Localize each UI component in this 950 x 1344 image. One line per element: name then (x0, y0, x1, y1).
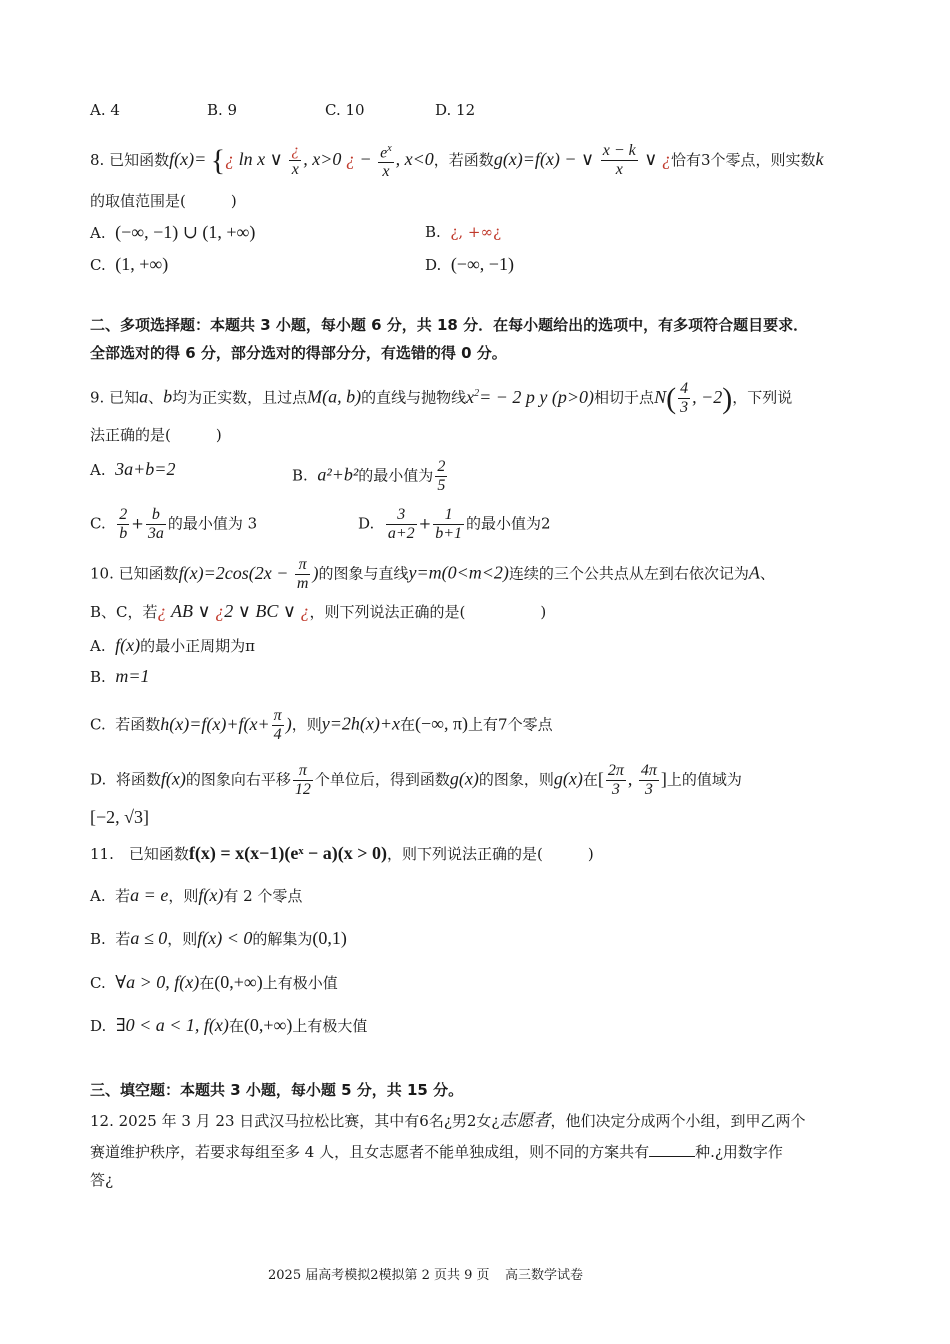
q9-opt-a-value: 3a+b=2 (115, 459, 176, 479)
q12-line1 (90, 1110, 805, 1132)
q11-suffix: ，则下列说法正确的是( ) (386, 845, 594, 863)
q10-opt-d-t2: 个单位后，得到函数 (314, 770, 450, 789)
q9-opt-d-label: D. (358, 514, 375, 533)
q8-option-d (425, 253, 514, 276)
q7-option-b: B. 9 (207, 101, 238, 119)
q10-opt-d-label: D. (90, 770, 107, 789)
q11-opt-c-math: ∀a > 0, f(x) (115, 972, 200, 992)
q8-opt-c-label: C. (90, 256, 106, 274)
q12-line2-pre: 赛道维护秩序，若要求每组至多 4 人，且女志愿者不能单独成组，则不同的方案共有 (90, 1143, 650, 1161)
q10-opt-d-t1: 的图象向右平移 (185, 770, 291, 789)
q9-opt-b-expr: a²+b² (317, 464, 359, 485)
q8-opt-c-value: (1, +∞) (115, 254, 169, 274)
q12-line1-mid: 6名¿男2女¿ (419, 1112, 500, 1130)
q9-option-d: D. $\frac{3}{a+2}$ + $\frac{1}{b+1}$ 的最小值为2 (358, 506, 551, 542)
q10-t2: 连续的三个公共点从左到右依次记为 (508, 564, 749, 583)
q8-opt-b-value: ¿, +∞¿ (450, 223, 502, 241)
q9-option-a (90, 458, 175, 481)
section2-heading-line2: 全部选对的得 6 分，部分选对的得部分分，有选错的得 0 分。 (90, 344, 507, 362)
q9-t4: 相切于点 (594, 388, 655, 407)
q10-opt-c-label: C. (90, 715, 106, 734)
q12-line1-pre: 12. 2025 年 3 月 23 日武汉马拉松比赛，其中有 (90, 1112, 420, 1130)
q11-option-d (90, 1014, 367, 1037)
q11-opt-a-mid: ，则 (168, 887, 199, 905)
q10-t1: 的图象与直线 (318, 564, 409, 583)
q11-opt-d-math2: (0,+∞) (243, 1015, 293, 1035)
section2-heading-line1: 二、多项选择题：本题共 3 小题，每小题 6 分，共 18 分．在每小题给出的选项中，有多项符合题目要求． (90, 316, 809, 334)
q8-opt-b-label: B. (425, 223, 441, 241)
q11-func: f(x) = x(x−1)(eˣ − a)(x > 0) (188, 843, 387, 863)
q10-opt-d-t4: 在 (582, 770, 598, 789)
q8-opt-a-label: A. (90, 224, 106, 242)
section3-heading: 三、填空题：本题共 3 小题，每小题 5 分，共 15 分。 (90, 1081, 464, 1099)
q12-line1-post: ，他们决定分成两个小组，到甲乙两个 (550, 1112, 806, 1130)
q10-opt-b-label: B. (90, 668, 106, 686)
q7-option-d: D. 12 (435, 101, 476, 119)
q9-opt-c-label: C. (90, 514, 106, 533)
q9-prefix: 9. 已知 (90, 388, 140, 407)
q8-opt-a-value: (−∞, −1) ∪ (1, +∞) (115, 222, 256, 242)
q10-option-d: D. 将函数f(x)的图象向右平移 $\frac{\pi}{12}$ 个单位后，得到函数g(x)的图象，则g(x)在[ $\frac{2\pi}{3}$ , $\frac{4\pi}{3}$ ]上的值域为 (90, 762, 742, 799)
q11-opt-b-math2: f(x) < 0 (197, 928, 253, 948)
q9-opt-c-text: 的最小值为 3 (167, 514, 258, 533)
q10-line2-pre: B、C，若 (90, 603, 158, 621)
q8-stem (90, 140, 823, 181)
q9-point-n: N( $\frac{4}{3}$ , −2) (654, 380, 733, 416)
q10-opt-c-post: 上有7个零点 (468, 715, 553, 734)
q9-opt-b-text: 的最小值为 (358, 466, 434, 485)
q11-option-a: A. 若a = e，则f(x)有 2 个零点 (90, 885, 303, 905)
q11-opt-d-math: ∃0 < a < 1, f(x) (115, 1015, 229, 1035)
footer-page-info: 2025 届高考模拟2模拟第 2 页共 9 页 (268, 1268, 490, 1283)
q10-option-a: A. f(x)的最小正周期为π (90, 635, 255, 655)
q11-opt-b-label: B. (90, 930, 106, 948)
q10-opt-d-pre: 将函数 (115, 770, 161, 789)
q9-point-m: M(a, b) (307, 386, 362, 407)
q12-line3: 答¿ (90, 1171, 114, 1189)
q8-option-c (90, 253, 168, 276)
q8-suffix: 恰有3个零点，则实数 (670, 150, 816, 169)
q11-opt-c-math2: (0,+∞) (214, 972, 263, 992)
q9-stem: 9. 已知a、b均为正实数，且过点M(a, b)的直线与抛物线$x^2= - 2$ p y (p>0)相切于点N( $\frac{4}{3}$ , −2)，下列说 (90, 380, 793, 416)
q11-prefix: 11. 已知函数 (90, 845, 189, 863)
footer-title: 高三数学试卷 (505, 1268, 584, 1283)
q10-opt-c-mid2: 在 (399, 715, 415, 734)
q8-k: k (815, 148, 824, 169)
q10-line2: B、C，若¿ AB ∨ ¿2 ∨ BC ∨ ¿，则下列说法正确的是( ) (90, 601, 547, 621)
q8-option-b (425, 221, 501, 243)
q10-opt-c-pre: 若函数 (115, 715, 161, 734)
q10-option-d-range (90, 806, 149, 829)
q11-opt-b-math: a ≤ 0 (130, 928, 168, 948)
q9-t1: 、 (148, 388, 164, 407)
q8-f-def: f(x)= {¿ ln x ∨ $\frac{¿}{x}$ , x>0 ¿ − $\frac{e^x}{x}$ , x<0 (169, 149, 434, 169)
q11-opt-d-mid: 在 (228, 1017, 244, 1035)
q10-opt-a-text: 的最小正周期为π (140, 637, 255, 655)
q10-opt-b-value: m=1 (115, 666, 150, 686)
q11-opt-c-post: 上有极小值 (262, 974, 338, 992)
q12-line2 (90, 1140, 783, 1163)
q9-opt-a-label: A. (90, 461, 106, 479)
q8-opt-d-label: D. (425, 256, 442, 274)
q11-opt-d-label: D. (90, 1017, 107, 1035)
q9-parabola: $x^2= - 2$ p y (p>0) (466, 386, 595, 407)
q9-opt-b-label: B. (292, 466, 308, 485)
q7-option-c: C. 10 (325, 101, 365, 119)
q11-opt-b-mid: ，则 (167, 930, 198, 948)
q9-t5: ，下列说 (732, 388, 793, 407)
q8-g-def: g(x)=f(x) − ∨ $\frac{x - k}{x}$ ∨ ¿ (493, 142, 671, 179)
q8-line2: 的取值范围是( ) (90, 192, 237, 210)
q11-opt-d-post: 上有极大值 (292, 1017, 368, 1035)
q9-line2: 法正确的是( ) (90, 426, 222, 444)
q11-opt-b-post: 的解集为 (252, 930, 313, 948)
q10-option-c: C. 若函数h(x)=f(x)+f(x+ $\frac{\pi}{4}$ )，则y=2h(x)+x在(−∞, π)上有7个零点 (90, 707, 553, 743)
q12-answer-blank[interactable] (649, 1140, 695, 1157)
q11-opt-a-label: A. (90, 887, 106, 905)
q10-stem: 10. 已知函数f(x)=2cos(2x − $\frac{\pi}{m}$ )的图象与直线y=m(0<m<2)连续的三个公共点从左到右依次记为A、 (90, 556, 775, 592)
q10-opt-d-range-value: [−2, √3] (90, 807, 150, 827)
q11-opt-c-label: C. (90, 974, 106, 992)
q10-opt-d-t5: 上的值域为 (666, 770, 742, 789)
q11-option-c (90, 971, 338, 994)
q10-opt-a-label: A. (90, 637, 106, 655)
q8-opt-d-value: (−∞, −1) (450, 254, 514, 274)
q11-opt-a-math: a = e (130, 885, 169, 905)
q10-opt-d-t3: 的图象，则 (478, 770, 554, 789)
q10-line2-post: ，则下列说法正确的是( ) (309, 603, 547, 621)
q12-line2-post: 种.¿用数字作 (695, 1143, 783, 1161)
q11-opt-a-post: 有 2 个零点 (223, 887, 303, 905)
q9-option-c: C. $\frac{2}{b}$ + $\frac{b}{3a}$ 的最小值为 3 (90, 506, 258, 542)
q8-prefix: 8. 已知函数 (90, 150, 170, 169)
q9-option-b: B. a²+b²的最小值为 $\frac{2}{5}$ (292, 458, 446, 494)
q7-option-a: A. 4 (90, 101, 120, 119)
q9-opt-d-text: 的最小值为2 (465, 514, 551, 533)
q9-t2: 均为正实数，且过点 (172, 388, 308, 407)
q11-opt-a-pre: 若 (115, 887, 131, 905)
q10-prefix: 10. 已知函数 (90, 564, 179, 583)
q11-opt-c-mid: 在 (199, 974, 215, 992)
q10-option-b (90, 665, 150, 688)
q8-mid: ，若函数 (433, 150, 494, 169)
q11-stem (90, 842, 594, 865)
q12-line1-italic: 志愿者 (499, 1111, 551, 1131)
q11-opt-b-pre: 若 (115, 930, 131, 948)
q11-option-b: B. 若a ≤ 0，则f(x) < 0的解集为(0,1) (90, 928, 347, 948)
q10-func: f(x)=2cos(2x − $\frac{\pi}{m}$ ) (178, 556, 319, 592)
q9-t3: 的直线与抛物线 (361, 388, 467, 407)
q8-option-a (90, 221, 255, 244)
q10-opt-c-mid: ，则 (291, 715, 322, 734)
